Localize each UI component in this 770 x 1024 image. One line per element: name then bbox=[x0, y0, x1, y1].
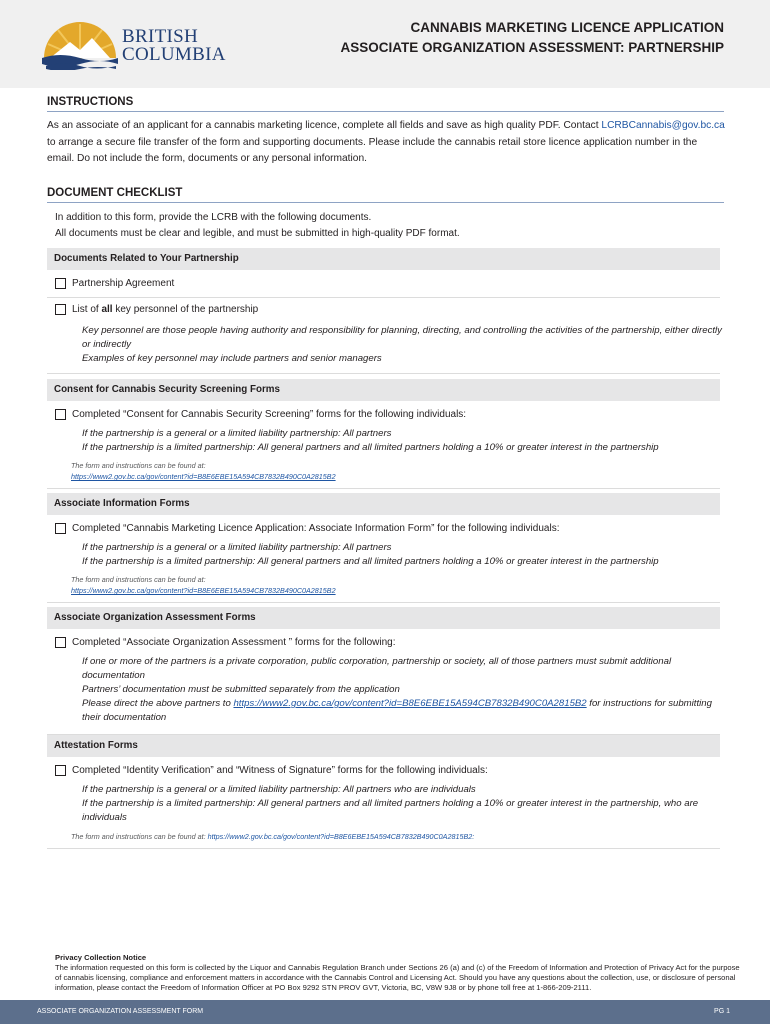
consent-screening-checkbox[interactable] bbox=[55, 409, 66, 420]
bc-sun-mountain-icon bbox=[40, 18, 120, 70]
attestation-criteria bbox=[82, 783, 722, 825]
consent-criteria-line2: If the partnership is a limited partnership: All general partners and all limited partners holding a 10% or greater interest in the partnership bbox=[82, 442, 659, 453]
form-title-line2: ASSOCIATE ORGANIZATION ASSESSMENT: PARTNERSHIP bbox=[340, 40, 724, 55]
form-title-line1: CANNABIS MARKETING LICENCE APPLICATION bbox=[410, 20, 724, 35]
checklist-intro-line2: All documents must be clear and legible, and must be submitted in high-quality PDF format. bbox=[55, 227, 460, 239]
privacy-heading: Privacy Collection Notice bbox=[55, 953, 147, 962]
org-assessment-checkbox[interactable] bbox=[55, 637, 66, 648]
consent-criteria-line1: If the partnership is a general or a limited liability partnership: All partners bbox=[82, 428, 392, 439]
privacy-text: The information requested on this form is collected by the Liquor and Cannabis Regulation Branch under Sections 26 (a) and (c) of the Freedom of Information and Protection of Privacy Act for the purpose of cannabis licensing, compliance and enforcement matters in accordance with the Cannabis Control and Licensing Act. Should you have any questions about the collection, use, or disclosure of personal information, please contact the Freedom of Information Officer at PO Box 9292 STN PROV GVT, Victoria, BC, V8W 9J8 or by phone toll free at 1-866-209-2111. bbox=[55, 963, 740, 992]
associate-info-line1: If the partnership is a general or a limited liability partnership: All partners bbox=[82, 542, 392, 553]
consent-screening-label: Completed “Consent for Cannabis Security Screening” forms for the following individuals: bbox=[72, 409, 467, 420]
bc-wordmark bbox=[122, 28, 226, 64]
instructions-text-post: to arrange a secure file transfer of the form and supporting documents. Please include the cannabis retail store licence application number in the email. Do not include the form, documents or any personal information. bbox=[47, 136, 698, 164]
org-assessment-link[interactable]: https://www2.gov.bc.ca/gov/content?id=B8E6EBE15A594CB7832B490C0A2815B2 bbox=[233, 698, 587, 709]
checklist-intro-line1: In addition to this form, provide the LCRB with the following documents. bbox=[55, 212, 372, 223]
consent-form-location bbox=[71, 460, 336, 482]
consent-form-link[interactable]: https://www2.gov.bc.ca/gov/content?id=B8E6EBE15A594CB7832B490C0A2815B2 bbox=[71, 472, 336, 481]
partnership-agreement-label: Partnership Agreement bbox=[72, 278, 175, 289]
bc-logo bbox=[40, 18, 226, 70]
associate-info-label: Completed “Cannabis Marketing Licence Application: Associate Information Form” for the following individuals: bbox=[72, 523, 560, 534]
instructions-heading: INSTRUCTIONS bbox=[47, 96, 724, 112]
org-assessment-line2: Partners’ documentation must be submitted separately from the application bbox=[82, 684, 400, 695]
attestation-line1: If the partnership is a general or a limited liability partnership: All partners who are individuals bbox=[82, 784, 476, 795]
org-assessment-line3 bbox=[82, 697, 722, 725]
section-associate-info-title: Associate Information Forms bbox=[47, 493, 720, 515]
org-assessment-line3-post: for instructions for submitting their documentation bbox=[82, 698, 712, 723]
logo-line2: COLUMBIA bbox=[122, 44, 226, 65]
org-assessment-label: Completed “Associate Organization Assessment ” forms for the following: bbox=[72, 637, 396, 648]
footer-page-number: PG 1 bbox=[714, 1008, 730, 1015]
key-personnel-post: key personnel of the partnership bbox=[112, 304, 259, 315]
privacy-notice bbox=[55, 953, 745, 993]
section-org-assessment-title: Associate Organization Assessment Forms bbox=[47, 607, 720, 629]
attestation-form-link[interactable]: https://www2.gov.bc.ca/gov/content?id=B8E6EBE15A594CB7832B490C0A2815B2: bbox=[207, 832, 475, 841]
associate-info-line2: If the partnership is a limited partnership: All general partners and all limited partners holding a 10% or greater interest in the partnership bbox=[82, 556, 659, 567]
checklist-intro bbox=[55, 210, 725, 241]
associate-info-found-label: The form and instructions can be found at: bbox=[71, 575, 206, 584]
page-header bbox=[0, 0, 770, 88]
section-attestation-title: Attestation Forms bbox=[47, 735, 720, 757]
key-personnel-note1: Key personnel are those people having authority and responsibility for planning, directing, and controlling the activities of the partnership, either directly or indirectly bbox=[82, 325, 722, 350]
partnership-agreement-checkbox[interactable] bbox=[55, 278, 66, 289]
attestation-form-location bbox=[71, 831, 474, 842]
key-personnel-note2: Examples of key personnel may include partners and senior managers bbox=[82, 353, 382, 364]
key-personnel-checkbox[interactable] bbox=[55, 304, 66, 315]
key-personnel-label bbox=[72, 303, 258, 316]
associate-info-criteria bbox=[82, 541, 722, 569]
consent-criteria bbox=[82, 427, 722, 455]
attestation-checkbox[interactable] bbox=[55, 765, 66, 776]
associate-info-checkbox[interactable] bbox=[55, 523, 66, 534]
associate-info-form-link[interactable]: https://www2.gov.bc.ca/gov/content?id=B8E6EBE15A594CB7832B490C0A2815B2 bbox=[71, 586, 336, 595]
consent-found-label: The form and instructions can be found at: bbox=[71, 461, 206, 470]
section-partnership-title: Documents Related to Your Partnership bbox=[47, 248, 720, 270]
key-personnel-pre: List of bbox=[72, 304, 102, 315]
associate-info-form-location bbox=[71, 574, 336, 596]
org-assessment-criteria bbox=[82, 655, 722, 725]
org-assessment-line3-pre: Please direct the above partners to bbox=[82, 698, 234, 709]
section-consent-title: Consent for Cannabis Security Screening Forms bbox=[47, 379, 720, 401]
logo-line1: BRITISH bbox=[122, 26, 198, 47]
org-assessment-line1: If one or more of the partners is a private corporation, public corporation, partnership or society, all of those partners must submit additional documentation bbox=[82, 656, 672, 681]
attestation-label: Completed “Identity Verification” and “Witness of Signature” forms for the following individuals: bbox=[72, 765, 488, 776]
footer-form-name: ASSOCIATE ORGANIZATION ASSESSMENT FORM bbox=[37, 1008, 204, 1015]
page-footer bbox=[0, 1000, 770, 1024]
key-personnel-note bbox=[82, 324, 722, 366]
email-link[interactable]: LCRBCannabis@gov.bc.ca bbox=[601, 120, 725, 131]
instructions-text bbox=[47, 118, 727, 168]
key-personnel-bold: all bbox=[101, 304, 113, 315]
instructions-text-pre: As an associate of an applicant for a cannabis marketing licence, complete all fields and save as high quality PDF. Contact bbox=[47, 120, 599, 131]
checklist-heading: DOCUMENT CHECKLIST bbox=[47, 187, 724, 203]
attestation-line2: If the partnership is a limited partnership: All general partners and all limited partners holding a 10% or greater interest in the partnership, who are individuals bbox=[82, 798, 699, 823]
attestation-found-label: The form and instructions can be found at: bbox=[71, 832, 206, 841]
form-title bbox=[340, 18, 724, 58]
